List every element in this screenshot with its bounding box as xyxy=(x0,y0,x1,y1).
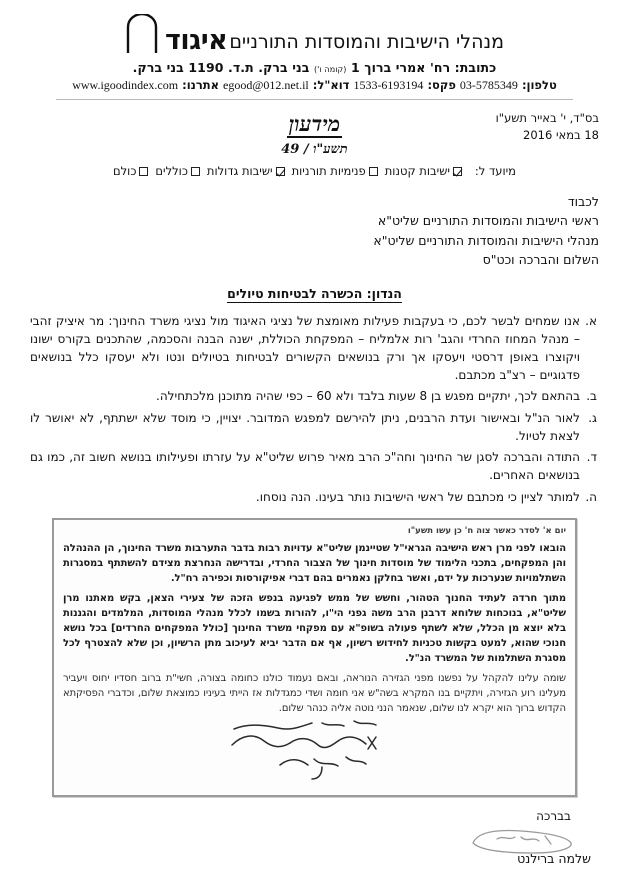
quoted-letter-signature xyxy=(63,721,566,787)
hebrew-date: בס"ד, י' באייר תשע"ו xyxy=(495,111,599,125)
quoted-letter-paragraph: מתוך חרדה לעתיד החנוך הטהור, וחשש של ממש לפגיעה בנפש הזכה של צעירי הצאן, בקש מאתנו מרן שליט"א, בנוכחות שלוחא דרבנן הרב משה גפני הי"ו, להורות בשמו לכלל מנהלי המוסדות, המלמדים והגננות בלא יוצא מן הכלל, שלא לשתף פעולה בשופ"א עם מפקחי משרד החינוך [כולל המפקחים החרדים] בכל נושא חנוכי שהוא, למעט בקשות טכניות לחידוש רשיון, אף אם הדבר יביא לעיכוב מתן הרשיון, וכן שלא להצטרף לכל מסגרת השתלמות של המשרד הנ"ל. xyxy=(63,592,566,664)
address-floor: (קומה ו') xyxy=(313,65,347,74)
header-divider xyxy=(56,99,573,100)
addressee-line-3: מנהלי הישיבות והמוסדות התורניים שליט"א xyxy=(373,232,599,248)
body-item xyxy=(30,387,597,405)
checkbox-large-yeshivas[interactable] xyxy=(276,167,285,176)
addressee-line-1: לכבוד xyxy=(567,194,599,209)
body-item-text: בהתאם לכך, יתקיים מפגש בן 8 שעות בלבד ולא 60 – כפי שהיה מתוכנן מלכתחילה. xyxy=(156,389,580,404)
page-title: מידעון xyxy=(287,112,342,138)
quoted-letter-box xyxy=(52,518,577,797)
tablet-arch-icon xyxy=(125,14,159,54)
contact-line xyxy=(30,78,599,93)
gregorian-date: 18 במאי 2016 xyxy=(523,127,599,142)
subject-block xyxy=(0,283,629,303)
audience-item-kollels[interactable] xyxy=(155,164,200,178)
audience-item-label: פנימיות תורניות xyxy=(291,164,366,178)
body-item-marker: ד. xyxy=(586,450,597,465)
audience-item-label: ישיבות גדולות xyxy=(206,164,273,178)
audience-item-label: כולם xyxy=(113,164,137,178)
quoted-letter-paragraph: שומה עלינו להקהל על נפשנו מפני הגזירה הנוראה, ובאם נעמוד כולנו כחומה בצורה, חשי"ת ברוב חסדיו יחוס ויעביר מעלינו רוע הגזירה, ויתקיים בנו המקרא בשה"ש אני חומה ושדי כמגדלות אז הייתי בעיניו כמוצאת שלום, וכדברי הפסיקתא הקדוש ברוך הוא יקרא לנו שלום, שנאמר הנני נוטה אליה כנהר שלום. xyxy=(63,672,566,714)
addressee-line-2: ראשי הישיבות והמוסדות התורניים שליט"א xyxy=(377,213,599,229)
audience-item-small-yeshivas[interactable] xyxy=(385,164,462,178)
body-item-marker: ה. xyxy=(585,489,597,504)
body-item-text: אנו שמחים לבשר לכם, כי בעקבות פעילות מאומצת של נציגי האיגוד מול נציגי משרד החינוך: מר איציק זהבי – מנהל המחוז החרדי והגב' רות אלמליח – המפקחת הכוללת, ישנה הבנה והסכמה, שהתכנים בקורס ישונו ויקוצרו באופן דרסטי ויעסקו אך ורק בנושאים הקשורים לבטיחות בטיולים ונטו ולא יעסקו כלל בנושאים פדגוגיים – רצ"ב מכתבם. xyxy=(30,313,580,383)
phone-number: 03-5785349 xyxy=(459,78,518,92)
website-label: אתרנו: xyxy=(182,78,220,92)
organization-name: איגוד xyxy=(165,25,228,56)
document-title-block xyxy=(30,112,599,157)
closing-greeting: בברכה xyxy=(536,808,571,823)
email-label: דוא"ל: xyxy=(312,78,350,92)
address-suffix: בני ברק. ת.ד. 1190 בני ברק. xyxy=(132,60,310,75)
address-line xyxy=(30,60,599,75)
checkbox-all[interactable] xyxy=(139,167,148,176)
audience-item-torah-boarding[interactable] xyxy=(292,164,378,178)
audience-item-label: כוללים xyxy=(155,164,188,178)
website-url[interactable]: www.igoodindex.com xyxy=(72,78,179,92)
email-address[interactable]: egood@012.net.il xyxy=(223,78,309,92)
body-item xyxy=(30,409,597,445)
audience-label: מיועד ל: xyxy=(474,164,516,178)
audience-item-label: ישיבות קטנות xyxy=(384,164,450,178)
body-item-marker: ב. xyxy=(586,389,597,404)
audience-item-large-yeshivas[interactable] xyxy=(207,164,285,178)
fax-label: פקס: xyxy=(427,78,456,92)
checkbox-small-yeshivas[interactable] xyxy=(453,167,462,176)
signer-name: שלמה ברילנט xyxy=(517,850,591,866)
organization-logo xyxy=(30,10,599,54)
fax-number: 1533-6193194 xyxy=(353,78,424,92)
subject-line: הנדון: הכשרה לבטיחות טיולים xyxy=(227,285,402,301)
body-item-marker: ג. xyxy=(588,410,597,425)
closing-block xyxy=(30,809,599,869)
addressee-line-4: השלום והברכה וכט"ס xyxy=(482,252,599,268)
body-item-text: לאור הנ"ל ובאישור ועדת הרבנים, ניתן להירשם למפגש המדובר. יצויין, כי מוסד שלא ישתתף, לא יאושר לו לצאת לטיול. xyxy=(30,410,580,443)
addressee-block xyxy=(30,192,599,270)
signature-area xyxy=(30,827,599,869)
body-item xyxy=(30,312,597,385)
body-item-marker: א. xyxy=(585,313,597,328)
checkbox-torah-boarding[interactable] xyxy=(369,167,378,176)
letterhead xyxy=(0,0,629,100)
handwritten-signature-icon xyxy=(226,717,416,781)
body-list xyxy=(30,312,597,506)
body-item xyxy=(30,488,597,506)
organization-subtitle: מנהלי הישיבות והמוסדות התורניים xyxy=(229,31,504,54)
phone-label: טלפון: xyxy=(521,78,557,92)
audience-item-all[interactable] xyxy=(113,164,148,178)
audience-row xyxy=(30,164,599,178)
document-number: תשע"ו / 49 xyxy=(281,142,348,158)
quoted-letter-date: יום א' לסדר כאשר צוה ח' כן עשו תשע"ו xyxy=(407,525,566,536)
address-prefix: כתובת: רח' אמרי ברוך 1 xyxy=(350,60,497,75)
body-item-text: התודה והברכה לסגן שר החינוך וחה"כ הרב מאיר פרוש שליט"א על עזרתו ופעילותו בנושא חשוב זה, כמו גם בנושאים האחרים. xyxy=(30,450,580,483)
body-item xyxy=(30,448,597,484)
quoted-letter-paragraph: הובאו לפני מרן ראש הישיבה הגראי"ל שטיינמן שליט"א עדויות רבות בדבר התערבות משרד החינוך, הן ההנהלה והן המפקחים, בתכני הלימוד של מוסדות חינוך של הצבור החרדי, ובדרישה הנחרצת מצידם להשתתף במסגרות השתלמויות שנערכות על ידם, ואשר בחלקן נאמרים בהם דברי אפיקורסות וכפירה רח"ל. xyxy=(63,542,566,584)
document-meta xyxy=(30,110,599,156)
checkbox-kollels[interactable] xyxy=(191,167,200,176)
body-item-text: למותר לציין כי מכתבם של ראשי הישיבות נותר בעינו. הנה נוסחו. xyxy=(255,489,580,504)
